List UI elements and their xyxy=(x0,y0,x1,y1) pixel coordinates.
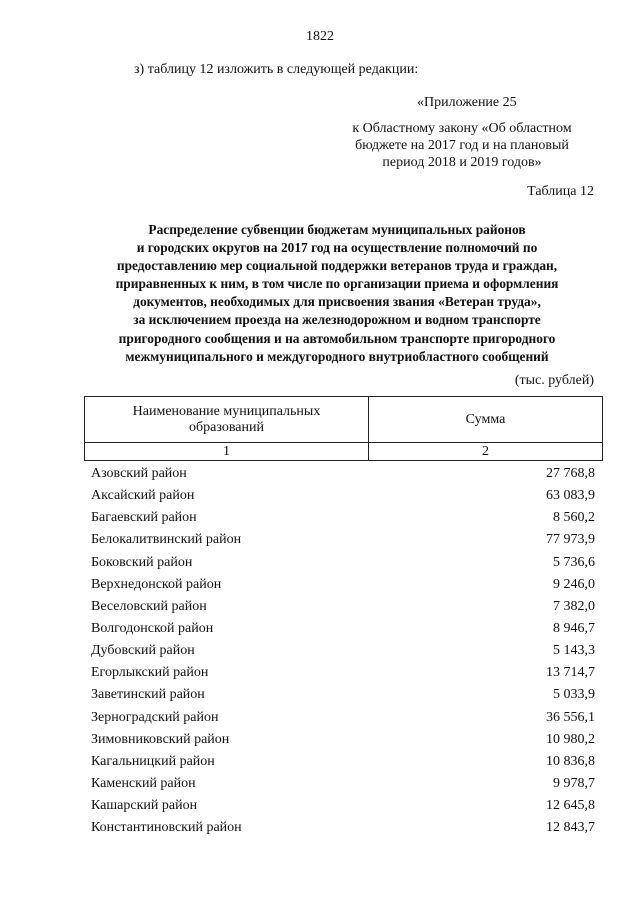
district-name: Зерноградский район xyxy=(91,709,219,725)
district-amount: 5 143,3 xyxy=(553,643,595,659)
district-name: Каменский район xyxy=(91,775,196,791)
district-name: Боковский район xyxy=(91,554,193,570)
district-amount: 5 736,6 xyxy=(553,554,595,570)
table-row xyxy=(91,795,595,817)
column-number-row xyxy=(85,443,603,461)
table-header-row xyxy=(85,397,603,443)
district-name: Азовский район xyxy=(91,466,187,481)
district-amount: 8 946,7 xyxy=(553,620,595,636)
district-amount: 10 836,8 xyxy=(546,753,595,769)
appendix-reference-line: период 2018 и 2019 годов» xyxy=(382,155,542,170)
table-row xyxy=(91,507,595,529)
column-number-1: 1 xyxy=(85,443,369,461)
heading-line: документов, необходимых для присвоения звания «Ветеран труда», xyxy=(133,294,541,310)
column-number-2: 2 xyxy=(369,443,603,461)
district-name: Кашарский район xyxy=(91,798,198,814)
table-body xyxy=(91,463,595,839)
table-row xyxy=(91,574,595,596)
appendix-reference xyxy=(330,120,594,171)
heading-line: Распределение субвенции бюджетам муниципальных районов xyxy=(148,222,526,237)
table-row xyxy=(91,463,595,485)
heading-line: пригородного сообщения и на автомобильном транспорте пригородного xyxy=(118,330,556,346)
table-row xyxy=(91,485,595,507)
district-name: Веселовский район xyxy=(91,598,207,614)
district-amount: 13 714,7 xyxy=(546,665,595,681)
district-amount: 9 978,7 xyxy=(553,775,595,791)
district-amount: 8 560,2 xyxy=(553,510,595,526)
table-row xyxy=(91,618,595,640)
district-name: Заветинский район xyxy=(91,687,205,703)
appendix-reference-line: бюджете на 2017 год и на плановый xyxy=(355,138,569,153)
district-amount: 9 246,0 xyxy=(553,576,595,592)
unit-note: (тыс. рублей) xyxy=(514,373,594,388)
district-amount: 36 556,1 xyxy=(546,709,595,725)
table-row xyxy=(91,529,595,551)
heading-line: и городских округов на 2017 год на осуществление полномочий по xyxy=(136,240,538,256)
heading-line: приравненных к ним, в том числе по организации приема и оформления xyxy=(115,276,559,292)
district-name: Багаевский район xyxy=(91,510,197,526)
table-row xyxy=(91,751,595,773)
table-row xyxy=(91,662,595,684)
district-name: Верхнедонской район xyxy=(91,576,222,592)
district-amount: 12 645,8 xyxy=(546,798,595,814)
heading-line: предоставлению мер социальной поддержки ветеранов труда и граждан, xyxy=(116,258,558,274)
heading-line: за исключением проезда на железнодорожном и водном транспорте xyxy=(133,312,541,328)
district-amount: 63 083,9 xyxy=(546,488,595,504)
column-header-name-line: образований xyxy=(189,419,264,435)
column-header-name-line: Наименование муниципальных xyxy=(132,403,321,419)
district-amount: 10 980,2 xyxy=(546,731,595,747)
appendix-title: «Приложение 25 xyxy=(417,95,517,110)
page-number: 1822 xyxy=(306,29,334,44)
table-row xyxy=(91,552,595,574)
column-header-amount: Сумма xyxy=(369,397,603,443)
district-amount: 7 382,0 xyxy=(553,598,595,614)
table-label: Таблица 12 xyxy=(527,184,594,199)
district-amount: 5 033,9 xyxy=(553,687,595,703)
table-row xyxy=(91,773,595,795)
column-header-name xyxy=(85,397,369,443)
district-name: Егорлыкский район xyxy=(91,665,209,681)
table-row xyxy=(91,640,595,662)
heading-line: межмуниципального и междугородного внутриобластного сообщений xyxy=(125,348,549,364)
district-name: Кагальницкий район xyxy=(91,753,215,769)
district-name: Зимовниковский район xyxy=(91,731,230,747)
table-row xyxy=(91,817,595,839)
district-name: Константиновский район xyxy=(91,820,242,836)
district-amount: 27 768,8 xyxy=(546,466,595,481)
table-row xyxy=(91,684,595,706)
district-amount: 77 973,9 xyxy=(546,532,595,548)
appendix-reference-line: к Областному закону «Об областном xyxy=(352,121,572,136)
table-row xyxy=(91,707,595,729)
district-name: Аксайский район xyxy=(91,488,195,504)
table-header xyxy=(84,396,603,461)
table-row xyxy=(91,729,595,751)
district-name: Белокалитвинский район xyxy=(91,532,242,548)
district-amount: 12 843,7 xyxy=(546,820,595,836)
table-row xyxy=(91,596,595,618)
intro-text: з) таблицу 12 изложить в следующей редакции: xyxy=(134,62,419,77)
document-heading xyxy=(70,221,604,366)
district-name: Дубовский район xyxy=(91,643,195,659)
district-name: Волгодонской район xyxy=(91,620,214,636)
